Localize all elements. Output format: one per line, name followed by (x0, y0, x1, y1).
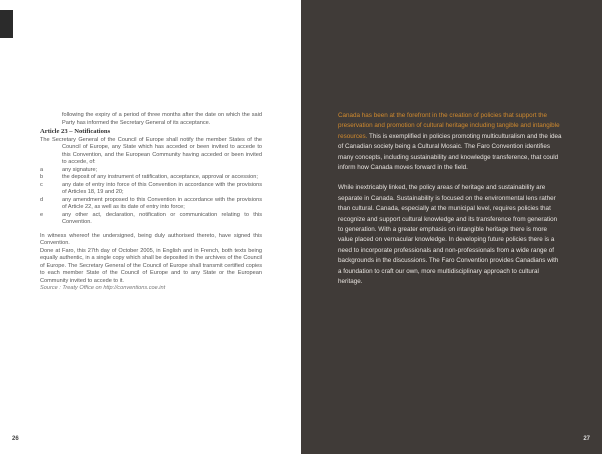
list-item (40, 182, 262, 197)
list-item-label: e (40, 211, 44, 218)
paragraph-1-rest: This is exemplified in policies promoting multiculturalism and the idea of Canadian society being a Cultural Mosaic. The Faro Convention identifies many concepts, including sustainability and knowledge transference, that could inform how Canada moves forward in the field. (338, 132, 562, 172)
list-item-label: c (40, 181, 43, 188)
list-item (40, 197, 262, 212)
list-item-label: d (40, 196, 44, 203)
essay-paragraph-2: While inextricably linked, the policy areas of heritage and sustainability are separate in Canada. Sustainability is focused on the environmental lens rather than cultural. Canada, especially at the municipal level, requires policies that recognize and support cultural knowledge and its transference from generation to generation. With a greater emphasis on intangible heritage there is more value placed on vernacular knowledge. In developing future policies there is a need to incorporate professionals and non-professionals from a wide range of backgrounds in the discussions. The Faro Convention provides Canadians with a foundation to craft our own, more multidisciplinary approach to cultural heritage. (338, 184, 559, 286)
list-item-label: b (40, 174, 44, 180)
essay-paragraph-1 (338, 111, 562, 173)
convention-text (40, 112, 262, 293)
list-item-text: the deposit of any instrument of ratification, acceptance, approval or accession; (62, 174, 258, 180)
essay-text (338, 111, 562, 288)
source-note: Source : Treaty Office on http://conventions.coe.int (40, 285, 166, 291)
article-lead (40, 137, 262, 167)
list-item-label: a (40, 166, 44, 173)
page-number-right: 27 (583, 436, 590, 442)
list-item (40, 174, 262, 182)
list-item (40, 167, 262, 175)
corner-tab-marker (0, 10, 13, 38)
highlighted-sentence: Canada has been at the forefront in the creation of policies that support the preservation and promotion of cultural heritage including tangible and intangible resources. (338, 112, 560, 140)
article-lead-text: The Secretary General of the Council of Europe shall notify the member States of the Council of Europe, any State which has acceded or been invited to accede to this Convention, and the European Community having acceded or been invited to accede, of: (40, 136, 262, 165)
list-item-text: any amendment proposed to this Convention in accordance with the provisions of Article 22, as well as its date of entry into force; (62, 196, 262, 210)
list-item-text: any signature; (62, 166, 98, 173)
list-item-text: any other act, declaration, notification or communication relating to this Convention. (62, 211, 262, 225)
list-item (40, 212, 262, 227)
done-paragraph: Done at Faro, this 27th day of October 2005, in English and in French, both texts being equally authentic, in a single copy which shall be deposited in the archives of the Council of Europe. The Secretary General of the Council of Europe shall transmit certified copies to each member State of the Council of Europe and to any State or the European Community invited to accede to it. (40, 247, 262, 284)
list-item-text: any date of entry into force of this Convention in accordance with the provisions of Articles 18, 19 and 20; (62, 181, 262, 195)
article-heading: Article 23 – Notifications (40, 128, 111, 135)
intro-paragraph: following the expiry of a period of three months after the date on which the said Party has informed the Secretary General of its acceptance. (62, 112, 262, 126)
witness-paragraph: In witness whereof the undersigned, being duly authorised thereto, have signed this Convention. (40, 232, 262, 246)
page-number-left: 26 (12, 436, 19, 442)
